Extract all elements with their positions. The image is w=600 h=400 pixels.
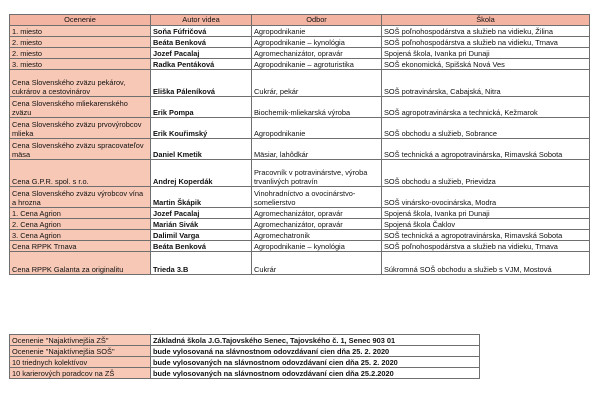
table-row [10, 70, 590, 97]
table-row [10, 160, 590, 187]
table-row [10, 97, 590, 118]
awards-table [9, 14, 590, 275]
cell-ocenenie: 2. miesto [10, 48, 151, 59]
cell-skola: SOŠ technická a agropotravinárska, Rimavská Sobota [382, 139, 590, 160]
cell-odbor: Pracovník v potravinárstve, výroba trvanlivých potravín [252, 160, 382, 187]
table-header-row [10, 15, 590, 26]
cell-autor: Andrej Koperdák [151, 160, 252, 187]
cell-skola: Spojená škola, Ivanka pri Dunaji [382, 48, 590, 59]
cell-odbor: Cukrár, pekár [252, 70, 382, 97]
header-skola: Škola [382, 15, 590, 26]
table-row [10, 368, 480, 379]
cell-odbor: Agropodnikanie – kynológia [252, 241, 382, 252]
cell-ocenenie: 2. Cena Agrion [10, 219, 151, 230]
cell-odbor: Mäsiar, lahôdkár [252, 139, 382, 160]
cell-odbor: Agropodnikanie – agroturistika [252, 59, 382, 70]
cell-ocenenie: 2. miesto [10, 37, 151, 48]
cell-odbor: Agropodnikanie [252, 26, 382, 37]
cell-ocenenie: 3. Cena Agrion [10, 230, 151, 241]
cell-ocenenie: Ocenenie "Najaktívnejšia SOŠ" [10, 346, 151, 357]
table-row [10, 187, 590, 208]
cell-skola: SOŠ obchodu a služieb, Prievidza [382, 160, 590, 187]
cell-ocenenie: Cena Slovenského zväzu prvovýrobcov mlieka [10, 118, 151, 139]
cell-odbor: Cukrár [252, 252, 382, 275]
cell-skola: SOŠ poľnohospodárstva a služieb na vidieku, Trnava [382, 241, 590, 252]
table-row [10, 48, 590, 59]
table-row [10, 59, 590, 70]
table-row [10, 241, 590, 252]
table-row [10, 252, 590, 275]
cell-ocenenie: 1. miesto [10, 26, 151, 37]
cell-autor: Trieda 3.B [151, 252, 252, 275]
cell-ocenenie: 10 triednych kolektívov [10, 357, 151, 368]
cell-ocenenie: 10 karierových poradcov na ZŠ [10, 368, 151, 379]
header-ocenenie: Ocenenie [10, 15, 151, 26]
cell-odbor: Agropodnikanie – kynológia [252, 37, 382, 48]
cell-autor: Daniel Kmetik [151, 139, 252, 160]
cell-text: bude vylosovaných na slávnostnom odovzdávaní cien dňa 25.2.2020 [151, 368, 480, 379]
cell-odbor: Agropodnikanie [252, 118, 382, 139]
cell-autor: Soňa Fúfričová [151, 26, 252, 37]
special-awards-table [9, 334, 480, 379]
cell-autor: Jozef Pacalaj [151, 48, 252, 59]
cell-autor: Beáta Benková [151, 241, 252, 252]
cell-ocenenie: Cena RPPK Trnava [10, 241, 151, 252]
cell-skola: SOŠ vinársko-ovocinárska, Modra [382, 187, 590, 208]
cell-ocenenie: Cena G.P.R. spol. s r.o. [10, 160, 151, 187]
cell-skola: SOŠ ekonomická, Spišská Nová Ves [382, 59, 590, 70]
cell-skola: SOŠ agropotravinárska a technická, Kežmarok [382, 97, 590, 118]
cell-autor: Martin Škápik [151, 187, 252, 208]
cell-autor: Erik Kouřimský [151, 118, 252, 139]
cell-odbor: Agromechanizátor, opravár [252, 48, 382, 59]
cell-skola: SOŠ technická a agropotravinárska, Rimavská Sobota [382, 230, 590, 241]
cell-odbor: Biochemik-mliekarská výroba [252, 97, 382, 118]
cell-ocenenie: Cena Slovenského mliekarenského zväzu [10, 97, 151, 118]
cell-text: Základná škola J.G.Tajovského Senec, Tajovského č. 1, Senec 903 01 [151, 335, 480, 346]
table-row [10, 26, 590, 37]
cell-odbor: Agromechatronik [252, 230, 382, 241]
cell-ocenenie: Cena RPPK Galanta za originalitu [10, 252, 151, 275]
cell-skola: SOŠ poľnohospodárstva a služieb na vidieku, Trnava [382, 37, 590, 48]
cell-skola: SOŠ poľnohospodárstva a služieb na vidieku, Žilina [382, 26, 590, 37]
cell-odbor: Vinohradníctvo a ovocinárstvo-somelierstvo [252, 187, 382, 208]
cell-ocenenie: Cena Slovenského zväzu pekárov, cukrárov a cestovinárov [10, 70, 151, 97]
table-row [10, 37, 590, 48]
cell-autor: Dalimil Varga [151, 230, 252, 241]
cell-ocenenie: Cena Slovenského zväzu spracovateľov mäsa [10, 139, 151, 160]
table-row [10, 208, 590, 219]
cell-odbor: Agromechanizátor, opravár [252, 219, 382, 230]
header-odbor: Odbor [252, 15, 382, 26]
cell-skola: Spojená škola, Ivanka pri Dunaji [382, 208, 590, 219]
cell-autor: Radka Pentáková [151, 59, 252, 70]
header-autor-videa: Autor videa [151, 15, 252, 26]
cell-autor: Jozef Pacalaj [151, 208, 252, 219]
cell-skola: SOŠ potravinárska, Cabajská, Nitra [382, 70, 590, 97]
cell-odbor: Agromechanizátor, opravár [252, 208, 382, 219]
table-row [10, 346, 480, 357]
cell-ocenenie: Cena Slovenského zväzu výrobcov vína a hrozna [10, 187, 151, 208]
cell-autor: Beáta Benková [151, 37, 252, 48]
table-row [10, 219, 590, 230]
cell-text: bude vylosovaných na slávnostnom odovzdávaní cien dňa 25. 2. 2020 [151, 357, 480, 368]
cell-skola: Súkromná SOŠ obchodu a služieb s VJM, Mostová [382, 252, 590, 275]
table-row [10, 335, 480, 346]
cell-autor: Eliška Páleníková [151, 70, 252, 97]
cell-ocenenie: Ocenenie "Najaktívnejšia ZŠ" [10, 335, 151, 346]
cell-autor: Erik Pompa [151, 97, 252, 118]
table-row [10, 139, 590, 160]
table-row [10, 357, 480, 368]
table-row [10, 118, 590, 139]
cell-text: bude vylosovaná na slávnostnom odovzdávaní cien dňa 25. 2. 2020 [151, 346, 480, 357]
cell-skola: SOŠ obchodu a služieb, Sobrance [382, 118, 590, 139]
cell-ocenenie: 3. miesto [10, 59, 151, 70]
cell-autor: Marián Sivák [151, 219, 252, 230]
table-row [10, 230, 590, 241]
cell-ocenenie: 1. Cena Agrion [10, 208, 151, 219]
cell-skola: Spojená škola Čaklov [382, 219, 590, 230]
